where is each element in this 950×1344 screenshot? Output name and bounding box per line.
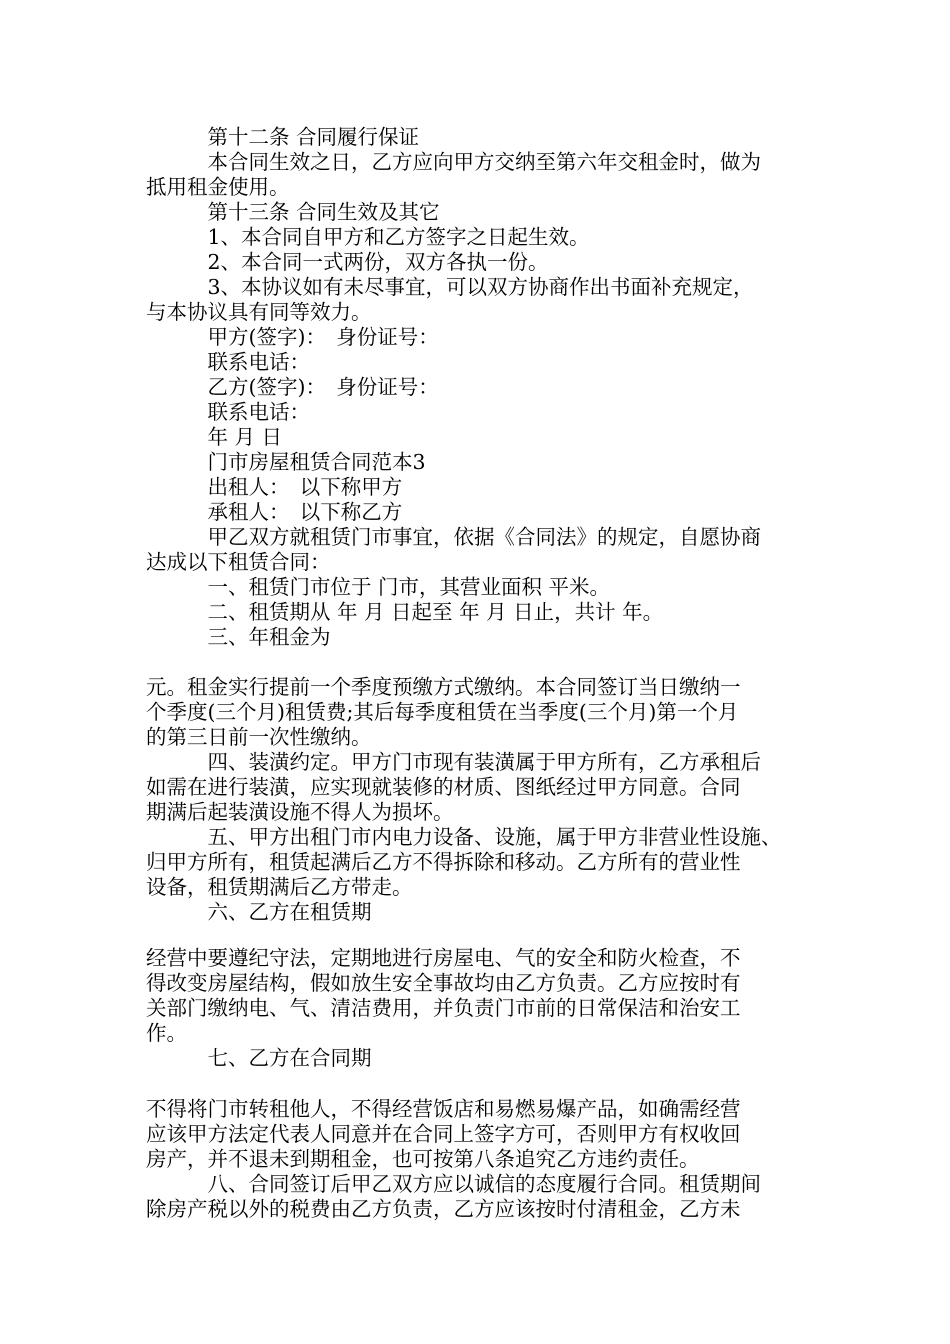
- text-line: 五、甲方出租门市内电力设备、设施，属于甲方非营业性设施、: [146, 825, 782, 849]
- text-line: 抵用租金使用。: [146, 175, 290, 199]
- text-line: 六、乙方在租赁期: [146, 900, 372, 924]
- text-line: 设备，租赁期满后乙方带走。: [146, 875, 413, 899]
- text-line: 作。: [146, 1021, 187, 1045]
- text-line: 八、合同签订后甲乙双方应以诚信的态度履行合同。租赁期间: [146, 1172, 761, 1196]
- contract-title: 门市房屋租赁合同范本3: [146, 450, 426, 474]
- text-line: 个季度(三个月)租赁费;其后每季度租赁在当季度(三个月)第一个月: [146, 700, 739, 724]
- text-line: 期满后起装潢设施不得人为损坏。: [146, 800, 454, 824]
- text-line: 元。租金实行提前一个季度预缴方式缴纳。本合同签订当日缴纳一: [146, 675, 741, 699]
- text-line: 应该甲方法定代表人同意并在合同上签字方可，否则甲方有权收回: [146, 1122, 741, 1146]
- text-line: 三、年租金为: [146, 625, 331, 649]
- text-line: 本合同生效之日，乙方应向甲方交纳至第六年交租金时，做为: [146, 150, 761, 174]
- text-line: 关部门缴纳电、气、清洁费用，并负责门市前的日常保洁和治安工: [146, 996, 741, 1020]
- lessor-line: 出租人： 以下称甲方: [146, 475, 403, 499]
- party-a-signature-line: 甲方(签字)： 身份证号：: [146, 325, 439, 349]
- party-b-phone-line: 联系电话：: [146, 400, 310, 424]
- text-line: 不得将门市转租他人，不得经营饭店和易燃易爆产品，如确需经营: [146, 1097, 741, 1121]
- text-line: 房产，并不退未到期租金，也可按第八条追究乙方违约责任。: [146, 1147, 700, 1171]
- text-line: 七、乙方在合同期: [146, 1046, 372, 1070]
- text-line: 一、租赁门市位于 门市，其营业面积 平米。: [146, 575, 611, 599]
- date-line: 年 月 日: [146, 425, 283, 449]
- lessee-line: 承租人： 以下称乙方: [146, 500, 403, 524]
- text-line: 如需在进行装潢，应实现就装修的材质、图纸经过甲方同意。合同: [146, 775, 741, 799]
- text-line: 得改变房屋结构，假如放生安全事故均由乙方负责。乙方应按时有: [146, 971, 741, 995]
- text-line: 二、租赁期从 年 月 日起至 年 月 日止，共计 年。: [146, 600, 664, 624]
- clause-13-heading: 第十三条 合同生效及其它: [146, 200, 440, 224]
- text-line: 除房产税以外的税费由乙方负责，乙方应该按时付清租金，乙方未: [146, 1197, 741, 1221]
- party-a-phone-line: 联系电话：: [146, 350, 310, 374]
- text-line: 归甲方所有，租赁起满后乙方不得拆除和移动。乙方所有的营业性: [146, 850, 741, 874]
- text-line: 经营中要遵纪守法，定期地进行房屋电、气的安全和防火检查，不: [146, 946, 741, 970]
- text-line: 四、装潢约定。甲方门市现有装潢属于甲方所有，乙方承租后: [146, 750, 761, 774]
- text-line: 2、本合同一式两份，双方各执一份。: [146, 250, 549, 274]
- text-line: 3、本协议如有未尽事宜，可以双方协商作出书面补充规定，: [146, 275, 754, 299]
- text-line: 达成以下租赁合同：: [146, 550, 331, 574]
- party-b-signature-line: 乙方(签字)： 身份证号：: [146, 375, 439, 399]
- clause-12-heading: 第十二条 合同履行保证: [146, 125, 420, 149]
- text-line: 1、本合同自甲方和乙方签字之日起生效。: [146, 225, 590, 249]
- text-line: 的第三日前一次性缴纳。: [146, 725, 372, 749]
- text-line: 与本协议具有同等效力。: [146, 300, 372, 324]
- text-line: 甲乙双方就租赁门市事宜，依据《合同法》的规定，自愿协商: [146, 525, 761, 549]
